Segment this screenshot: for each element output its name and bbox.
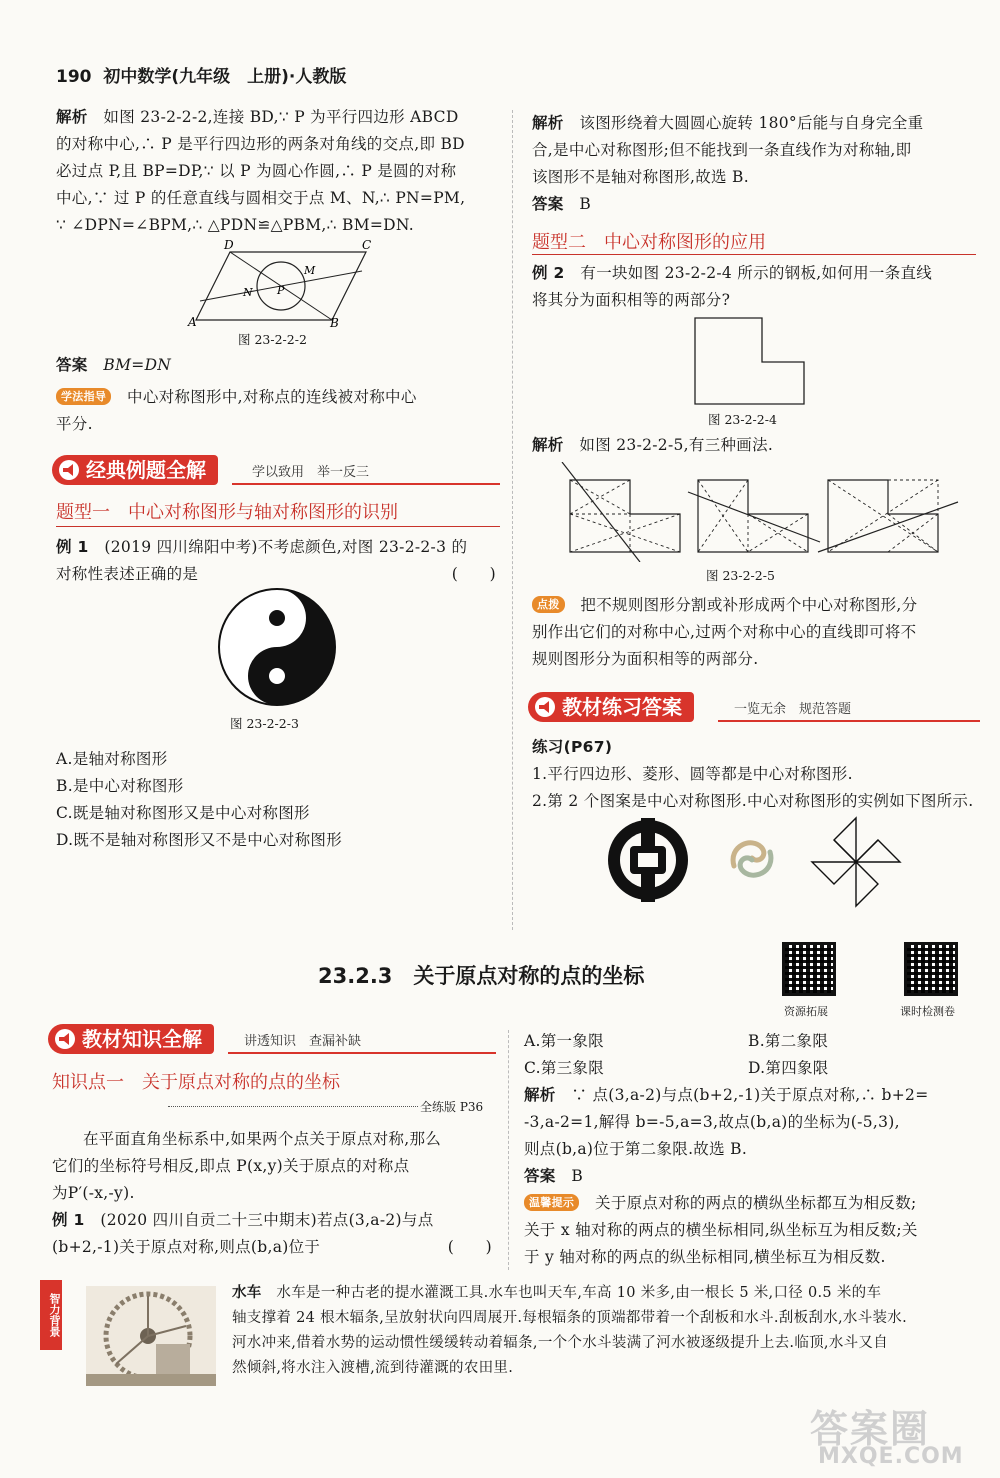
analysis-line: 合,是中心对称图形;但不能找到一条直线作为对称轴,即 [532,141,912,159]
note-side-tag: 智力背景 [40,1280,62,1350]
method-1 [562,462,680,562]
practice-item: 1.平行四边形、菱形、圆等都是中心对称图形. [532,765,853,783]
figure-caption: 图 23-2-2-5 [706,568,775,583]
tip-tag: 点拨 [532,596,565,613]
banner-rule [718,720,980,722]
note-line: 轴支撑着 24 根木辐条,呈放射状向四周展开.每根辐条的顶端都带着一个刮板和水斗.刮板刮水,水斗装水. [232,1310,908,1326]
label-C: C [362,238,372,252]
banner-rule [228,1052,496,1054]
example-line: 有一块如图 23-2-2-4 所示的钢板,如何用一条直线 [580,264,933,282]
banner-title: 教材练习答案 [528,692,694,722]
option-a: A.是轴对称图形 [56,750,168,768]
analysis-line: 该图形绕着大圆圆心旋转 180°后能与自身完全重 [579,114,924,132]
option-d: D.第四象限 [748,1059,829,1077]
l-shape-figure [690,316,810,408]
analysis-line: 的对称中心,∴ P 是平行四边形的两条对角线的交点,即 BD [56,135,465,153]
example-line: 将其分为面积相等的两部分? [532,291,731,309]
analysis-label: 解析 [56,108,88,126]
example-label: 例 1 [52,1211,85,1229]
qr-code-resources[interactable] [782,942,836,996]
megaphone-icon [54,1029,76,1049]
option-b: B.是中心对称图形 [56,777,184,795]
megaphone-icon [534,697,556,717]
figure-parallelogram [180,236,380,328]
banner-subtitle: 一览无余 规范答题 [734,702,852,717]
analysis-line: 该图形不是轴对称图形,故选 B. [532,168,749,186]
analysis-line: -3,a-2=1,解得 b=-5,a=3,故点(b,a)的坐标为(-5,3), [524,1113,900,1131]
page-header [56,62,346,87]
note-line: 河水冲来,借着水势的运动惯性缓缓转动着辐条,一个个水斗装满了河水被逐级提升上去.临顶,水斗又自 [232,1335,889,1351]
left-answer [56,352,171,379]
right-analysis [532,110,978,218]
waterwheel-image [86,1286,216,1386]
option-c: C.既是轴对称图形又是中心对称图形 [56,804,310,822]
type2-title: 题型二 中心对称图形的应用 [532,232,766,253]
swirl-pattern-image [722,826,782,892]
knowledge-title: 知识点一 关于原点对称的点的坐标 [52,1072,340,1093]
figure-caption: 图 23-2-2-2 [238,332,307,347]
type2-example [532,260,978,314]
analysis-label: 解析 [532,436,564,454]
figure-caption: 图 23-2-2-4 [708,412,777,427]
banner-rule [232,483,500,485]
example-line: (2019 四川绵阳中考)不考虑颜色,对图 23-2-2-3 的 [104,538,468,556]
practice-item: 2.第 2 个图案是中心对称图形.中心对称图形的实例如下图所示. [532,792,974,810]
tip-line: 规则图形分为面积相等的两部分. [532,650,759,668]
analysis-line: 则点(b,a)位于第二象限.故选 B. [524,1140,748,1158]
analysis-line: 中心,∵ 过 P 的任意直线与圆相交于点 M、N,∴ PN=PM, [56,189,466,207]
analysis-text: 如图 23-2-2-5,有三种画法. [579,436,774,454]
note-term: 水车 [232,1284,262,1301]
left-tip [56,384,506,438]
analysis-line: ∵ 点(3,a-2)与点(b+2,-1)关于原点对称,∴ b+2= [571,1086,929,1104]
label-A: A [188,315,197,328]
section-number: 23.2.3 [318,964,393,988]
tip-line: 中心对称图形中,对称点的连线被对称中心 [127,388,417,406]
tip-line: 把不规则图形分割或补形成两个中心对称图形,分 [580,596,918,614]
dotted-leader [168,1106,418,1107]
answer-paren: ( ) [447,1238,492,1256]
watermark-logo: 答案圈 [810,1407,931,1451]
yin-yang-figure [217,587,337,707]
example-line: (b+2,-1)关于原点对称,则点(b,a)位于 [52,1238,321,1256]
qr-code-test[interactable] [904,942,958,996]
tip-line: 平分. [56,415,93,433]
label-B: B [330,316,339,328]
analysis-line: 必过点 P,且 BP=DP,∵ 以 P 为圆心作圆,∴ P 是圆的对称 [56,162,457,180]
banner-classic-examples [52,455,500,485]
option-d: D.既不是轴对称图形又不是中心对称图形 [56,831,343,849]
watermark-url: MXQE.COM [818,1444,964,1469]
column-divider [512,110,514,930]
note-line: 水车是一种古老的提水灌溉工具.水车也叫天车,车高 10 米多,由一根长 5 米,口径 0.5 米的车 [276,1285,882,1301]
banner-title: 教材知识全解 [48,1024,214,1054]
note-line: 然倾斜,将水注入渡槽,流到待灌溉的农田里. [232,1360,514,1376]
analysis-label: 解析 [524,1086,556,1104]
method-2 [688,480,820,552]
type2-analysis [532,432,773,459]
type2-underline [532,254,976,256]
label-N: N [243,286,253,299]
pinwheel-image [808,814,904,910]
banner-subtitle: 讲透知识 查漏补缺 [244,1034,362,1049]
example-line: 对称性表述正确的是 [56,565,199,583]
practice-title: 练习(P67) [532,738,613,756]
knowledge-line: 它们的坐标符号相反,即点 P(x,y)关于原点的对称点 [52,1157,410,1175]
three-methods-figure [560,462,980,562]
answer-text: B [579,195,592,213]
option-b: B.第二象限 [748,1032,829,1050]
example-line: (2020 四川自贡二十三中期末)若点(3,a-2)与点 [100,1211,434,1229]
qr-caption: 课时检测卷 [900,1005,955,1018]
answer-text: B [571,1167,584,1185]
section-name: 关于原点对称的点的坐标 [413,964,645,988]
option-a: A.第一象限 [524,1032,604,1050]
analysis-line: ∵ ∠DPN=∠BPM,∴ △PDN≌△PBM,∴ BM=DN. [56,216,415,234]
column-divider [508,1030,510,1270]
practice [532,734,978,815]
background-note [40,1276,975,1396]
type1-underline [56,526,500,528]
tip-tag: 学法指导 [56,388,111,405]
answer-label: 答案 [524,1167,556,1185]
answer-paren: ( ) [451,565,496,583]
analysis-label: 解析 [532,114,564,132]
tip-line: 别作出它们的对称中心,过两个对称中心的直线即可将不 [532,623,917,641]
banner-exercise-answers [528,692,980,722]
analysis-line: 如图 23-2-2-2,连接 BD,∵ P 为平行四边形 ABCD [103,108,459,126]
knowledge-ref: 全练版 P36 [420,1100,484,1114]
right-bottom [524,1028,974,1271]
page-number: 190 [56,67,92,87]
tip-tag: 温馨提示 [524,1194,579,1211]
option-c: C.第三象限 [524,1059,605,1077]
knowledge-line: 在平面直角坐标系中,如果两个点关于原点对称,那么 [83,1130,442,1148]
answer-label: 答案 [532,195,564,213]
knowledge-line: 为P′(-x,-y). [52,1184,135,1202]
banner-textbook-knowledge [48,1024,496,1054]
answer-text: BM=DN [103,356,172,374]
note-text [232,1280,970,1381]
book-title: 初中数学(九年级 上册)·人教版 [103,67,347,87]
type1-title: 题型一 中心对称图形与轴对称图形的识别 [56,502,398,523]
label-P: P [277,284,285,297]
bank-logo-image [606,818,690,902]
banner-title: 经典例题全解 [52,455,218,485]
label-M: M [304,264,316,277]
megaphone-icon [58,460,80,480]
tip-line: 关于原点对称的两点的横纵坐标都互为相反数; [595,1194,917,1212]
left-analysis [56,104,506,239]
example-label: 例 1 [56,538,89,556]
banner-subtitle: 学以致用 举一反三 [252,465,370,480]
qr-caption: 资源拓展 [784,1005,828,1018]
tip-line: 于 y 轴对称的两点的纵坐标相同,横坐标互为相反数. [524,1248,886,1266]
type1-example [56,534,500,588]
answer-label: 答案 [56,356,88,374]
knowledge-body [52,1126,496,1261]
label-D: D [224,238,234,252]
figure-caption: 图 23-2-2-3 [230,716,299,731]
method-3 [818,480,958,552]
type2-tip [532,592,978,673]
type1-options [56,746,342,854]
section-title [318,960,644,990]
example-label: 例 2 [532,264,565,282]
tip-line: 关于 x 轴对称的两点的横坐标相同,纵坐标互为相反数;关 [524,1221,918,1239]
